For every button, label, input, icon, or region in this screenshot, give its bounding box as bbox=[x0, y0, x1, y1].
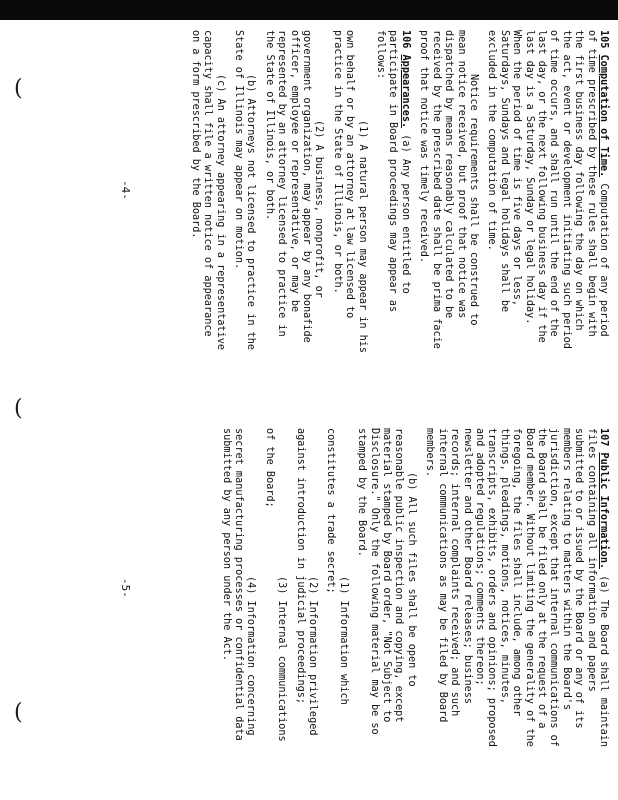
item-107-b3: (3) Internal communications of the Board; bbox=[263, 428, 288, 742]
section-106 bbox=[374, 30, 411, 355]
item-107-b: (b) All such files shall be open to reasonable public inspection and copying, except material stamped by Board order, "Not Subject to Disclosure." Only the following material may be so stamped by the Board. bbox=[356, 428, 417, 735]
item-107-b2: (2) Information privileged against introduction in judicial proceedings; bbox=[294, 428, 319, 736]
scan-top-border bbox=[0, 0, 618, 20]
section-107 bbox=[423, 428, 609, 753]
item-107-b4: (4) Information concerning secret manufacturing processes or confidential data submitted by any person under the Act. bbox=[220, 428, 257, 741]
section-heading: Computation of Time. bbox=[598, 54, 609, 178]
binder-hole-mark: ( bbox=[14, 76, 23, 101]
binder-hole-mark: ( bbox=[14, 396, 23, 421]
notice-paragraph: Notice requirements shall be construed to mean notice received, but proof that notice was dispatched by means reasonably calculated to be received by the prescribed date shall be prima facie proof that notice was timely received. bbox=[418, 30, 479, 349]
section-number: 107 bbox=[598, 428, 609, 447]
item-106-a1: (1) A natural person may appear in his own behalf or by an attorney at law licensed to practice in the State of Illinois, or both. bbox=[331, 30, 368, 354]
item-107-b1: (1) Information which constitutes a trade secret; bbox=[325, 428, 349, 705]
section-text: (a) Any person entitled to participate in Board proceedings may appear as follows: bbox=[375, 30, 411, 313]
right-column bbox=[119, 428, 609, 753]
section-number: 105 bbox=[598, 30, 609, 49]
section-number: 106 bbox=[399, 30, 411, 49]
section-text: (a) The Board shall maintain files containing all information and papers submitted to or issued by the Board or any of its members relating to matters within the Board's jurisdiction, except that internal communications of the Board shall be filed only at the request of a Board member. Without limiting the generality of the foregoing, the files shall include, among other things, pleadings, motions, notices, minutes, transcripts, exhibits, orders and opinions; proposed and adopted regulations; comments thereon; newsletter and other Board releases; business records; internal complaints received; and such internal communications as may be filed by Board members. bbox=[424, 428, 609, 747]
item-106-b: (b) Attorneys not licensed to practice in the State of Illinois may appear on motion. bbox=[233, 30, 257, 351]
section-105 bbox=[485, 30, 609, 355]
page-number: -4- bbox=[119, 180, 132, 200]
section-text: Computation of any period of time prescribed by these rules shall begin with the first business day following the day on which the act, event or development initiating such period of time occurs, and shall run until the end of the last day, or the next following business day if the last day is a Saturday, Sunday or legal holiday. When the period of time is five days or less, Saturdays, Sundays and legal holidays shall be excluded in the computation of time. bbox=[486, 30, 609, 349]
page-number: -5- bbox=[119, 578, 132, 598]
section-heading: Public Information. bbox=[598, 452, 609, 570]
rotated-page bbox=[9, 30, 609, 790]
item-106-a2: (2) A business, nonprofit, or government organization, may appear by any bonafide officer, employee or representative, or may be represented by an attorney licensed to practice in the State of Illinois, or both. bbox=[263, 30, 325, 343]
left-column bbox=[119, 30, 609, 355]
item-106-c: (c) An attorney appearing in a representative capacity shall file a written notice of appearance on a form prescribed by the Board. bbox=[189, 30, 226, 351]
binder-hole-mark: ( bbox=[14, 700, 23, 725]
section-heading: Appearances. bbox=[399, 54, 411, 129]
